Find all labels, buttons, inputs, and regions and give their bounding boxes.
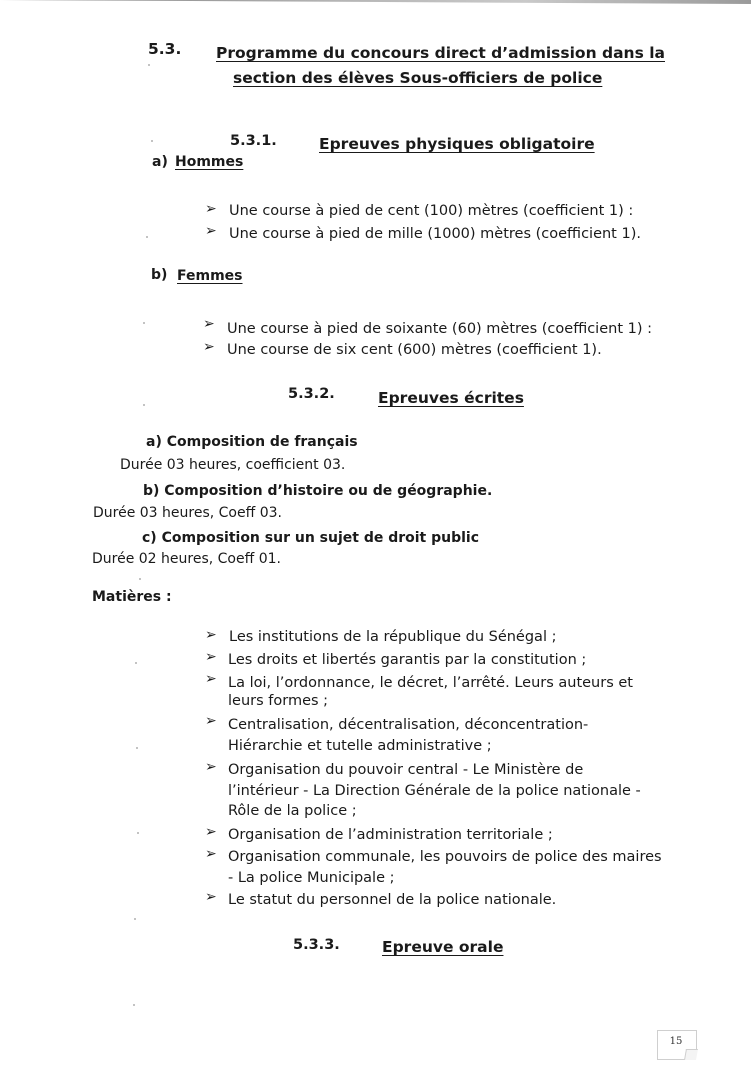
bullet-arrow-icon: ➢ [205, 889, 217, 905]
written-item-label: c) Composition sur un sujet de droit public [142, 530, 480, 546]
physical-title: Epreuves physiques obligatoire [319, 135, 595, 153]
subject-line: leurs formes ; [228, 693, 329, 709]
subject-line: Centralisation, décentralisation, déconcentration- [228, 717, 589, 733]
subjects-label: Matières : [92, 589, 172, 605]
subject-line: Rôle de la police ; [228, 803, 357, 819]
section-title-line2: section des élèves Sous-officiers de police [233, 69, 603, 87]
scan-edge [0, 0, 751, 10]
scan-speck [151, 140, 153, 142]
men-item: Une course à pied de cent (100) mètres (coefficient 1) : [229, 203, 634, 219]
bullet-arrow-icon: ➢ [205, 846, 217, 862]
written-item-detail: Durée 03 heures, coefficient 03. [120, 457, 346, 473]
bullet-arrow-icon: ➢ [205, 671, 217, 687]
men-item: Une course à pied de mille (1000) mètres (coefficient 1). [229, 226, 641, 242]
scan-speck [135, 662, 137, 664]
bullet-arrow-icon: ➢ [205, 649, 217, 665]
men-label-prefix: a) [152, 154, 168, 170]
subject-line: Les institutions de la république du Sénégal ; [229, 629, 557, 645]
bullet-arrow-icon: ➢ [205, 759, 217, 775]
subject-line: Organisation communale, les pouvoirs de police des maires [228, 849, 662, 865]
scan-speck [148, 64, 150, 66]
written-item-detail: Durée 03 heures, Coeff 03. [93, 505, 282, 521]
bullet-arrow-icon: ➢ [205, 223, 217, 239]
subject-line: - La police Municipale ; [228, 870, 395, 886]
women-label-prefix: b) [151, 267, 168, 283]
women-item: Une course de six cent (600) mètres (coefficient 1). [227, 342, 602, 358]
bullet-arrow-icon: ➢ [205, 627, 217, 643]
written-item-label: b) Composition d’histoire ou de géographie. [143, 483, 493, 499]
section-number: 5.3. [148, 40, 182, 58]
scan-speck [146, 236, 148, 238]
subject-line: Organisation de l’administration territoriale ; [228, 827, 553, 843]
written-number: 5.3.2. [288, 386, 335, 402]
subject-line: Le statut du personnel de la police nationale. [228, 892, 557, 908]
written-item-detail: Durée 02 heures, Coeff 01. [92, 551, 281, 567]
subject-line: l’intérieur - La Direction Générale de la police nationale - [228, 783, 641, 799]
physical-number: 5.3.1. [230, 133, 277, 149]
women-item: Une course à pied de soixante (60) mètres (coefficient 1) : [227, 321, 652, 337]
section-title-line1: Programme du concours direct d’admission dans la [216, 44, 665, 62]
scan-speck [137, 832, 139, 834]
women-label: Femmes [177, 268, 243, 284]
written-item-label: a) Composition de français [146, 434, 358, 450]
scan-speck [133, 1004, 135, 1006]
subject-line: La loi, l’ordonnance, le décret, l’arrêté. Leurs auteurs et [228, 675, 633, 691]
oral-number: 5.3.3. [293, 937, 340, 953]
scan-speck [143, 404, 145, 406]
men-label: Hommes [175, 154, 244, 170]
bullet-arrow-icon: ➢ [205, 713, 217, 729]
scan-speck [134, 918, 136, 920]
bullet-arrow-icon: ➢ [203, 339, 215, 355]
written-title: Epreuves écrites [378, 389, 524, 407]
bullet-arrow-icon: ➢ [205, 201, 217, 217]
subject-line: Organisation du pouvoir central - Le Ministère de [228, 762, 584, 778]
subject-line: Hiérarchie et tutelle administrative ; [228, 738, 492, 754]
bullet-arrow-icon: ➢ [203, 316, 215, 332]
oral-title: Epreuve orale [382, 938, 504, 956]
page-curl [684, 1049, 698, 1060]
bullet-arrow-icon: ➢ [205, 824, 217, 840]
subject-line: Les droits et libertés garantis par la constitution ; [228, 652, 587, 668]
page-number: 15 [669, 1036, 683, 1047]
scan-speck [143, 322, 145, 324]
scan-speck [136, 747, 138, 749]
scan-speck [139, 578, 141, 580]
